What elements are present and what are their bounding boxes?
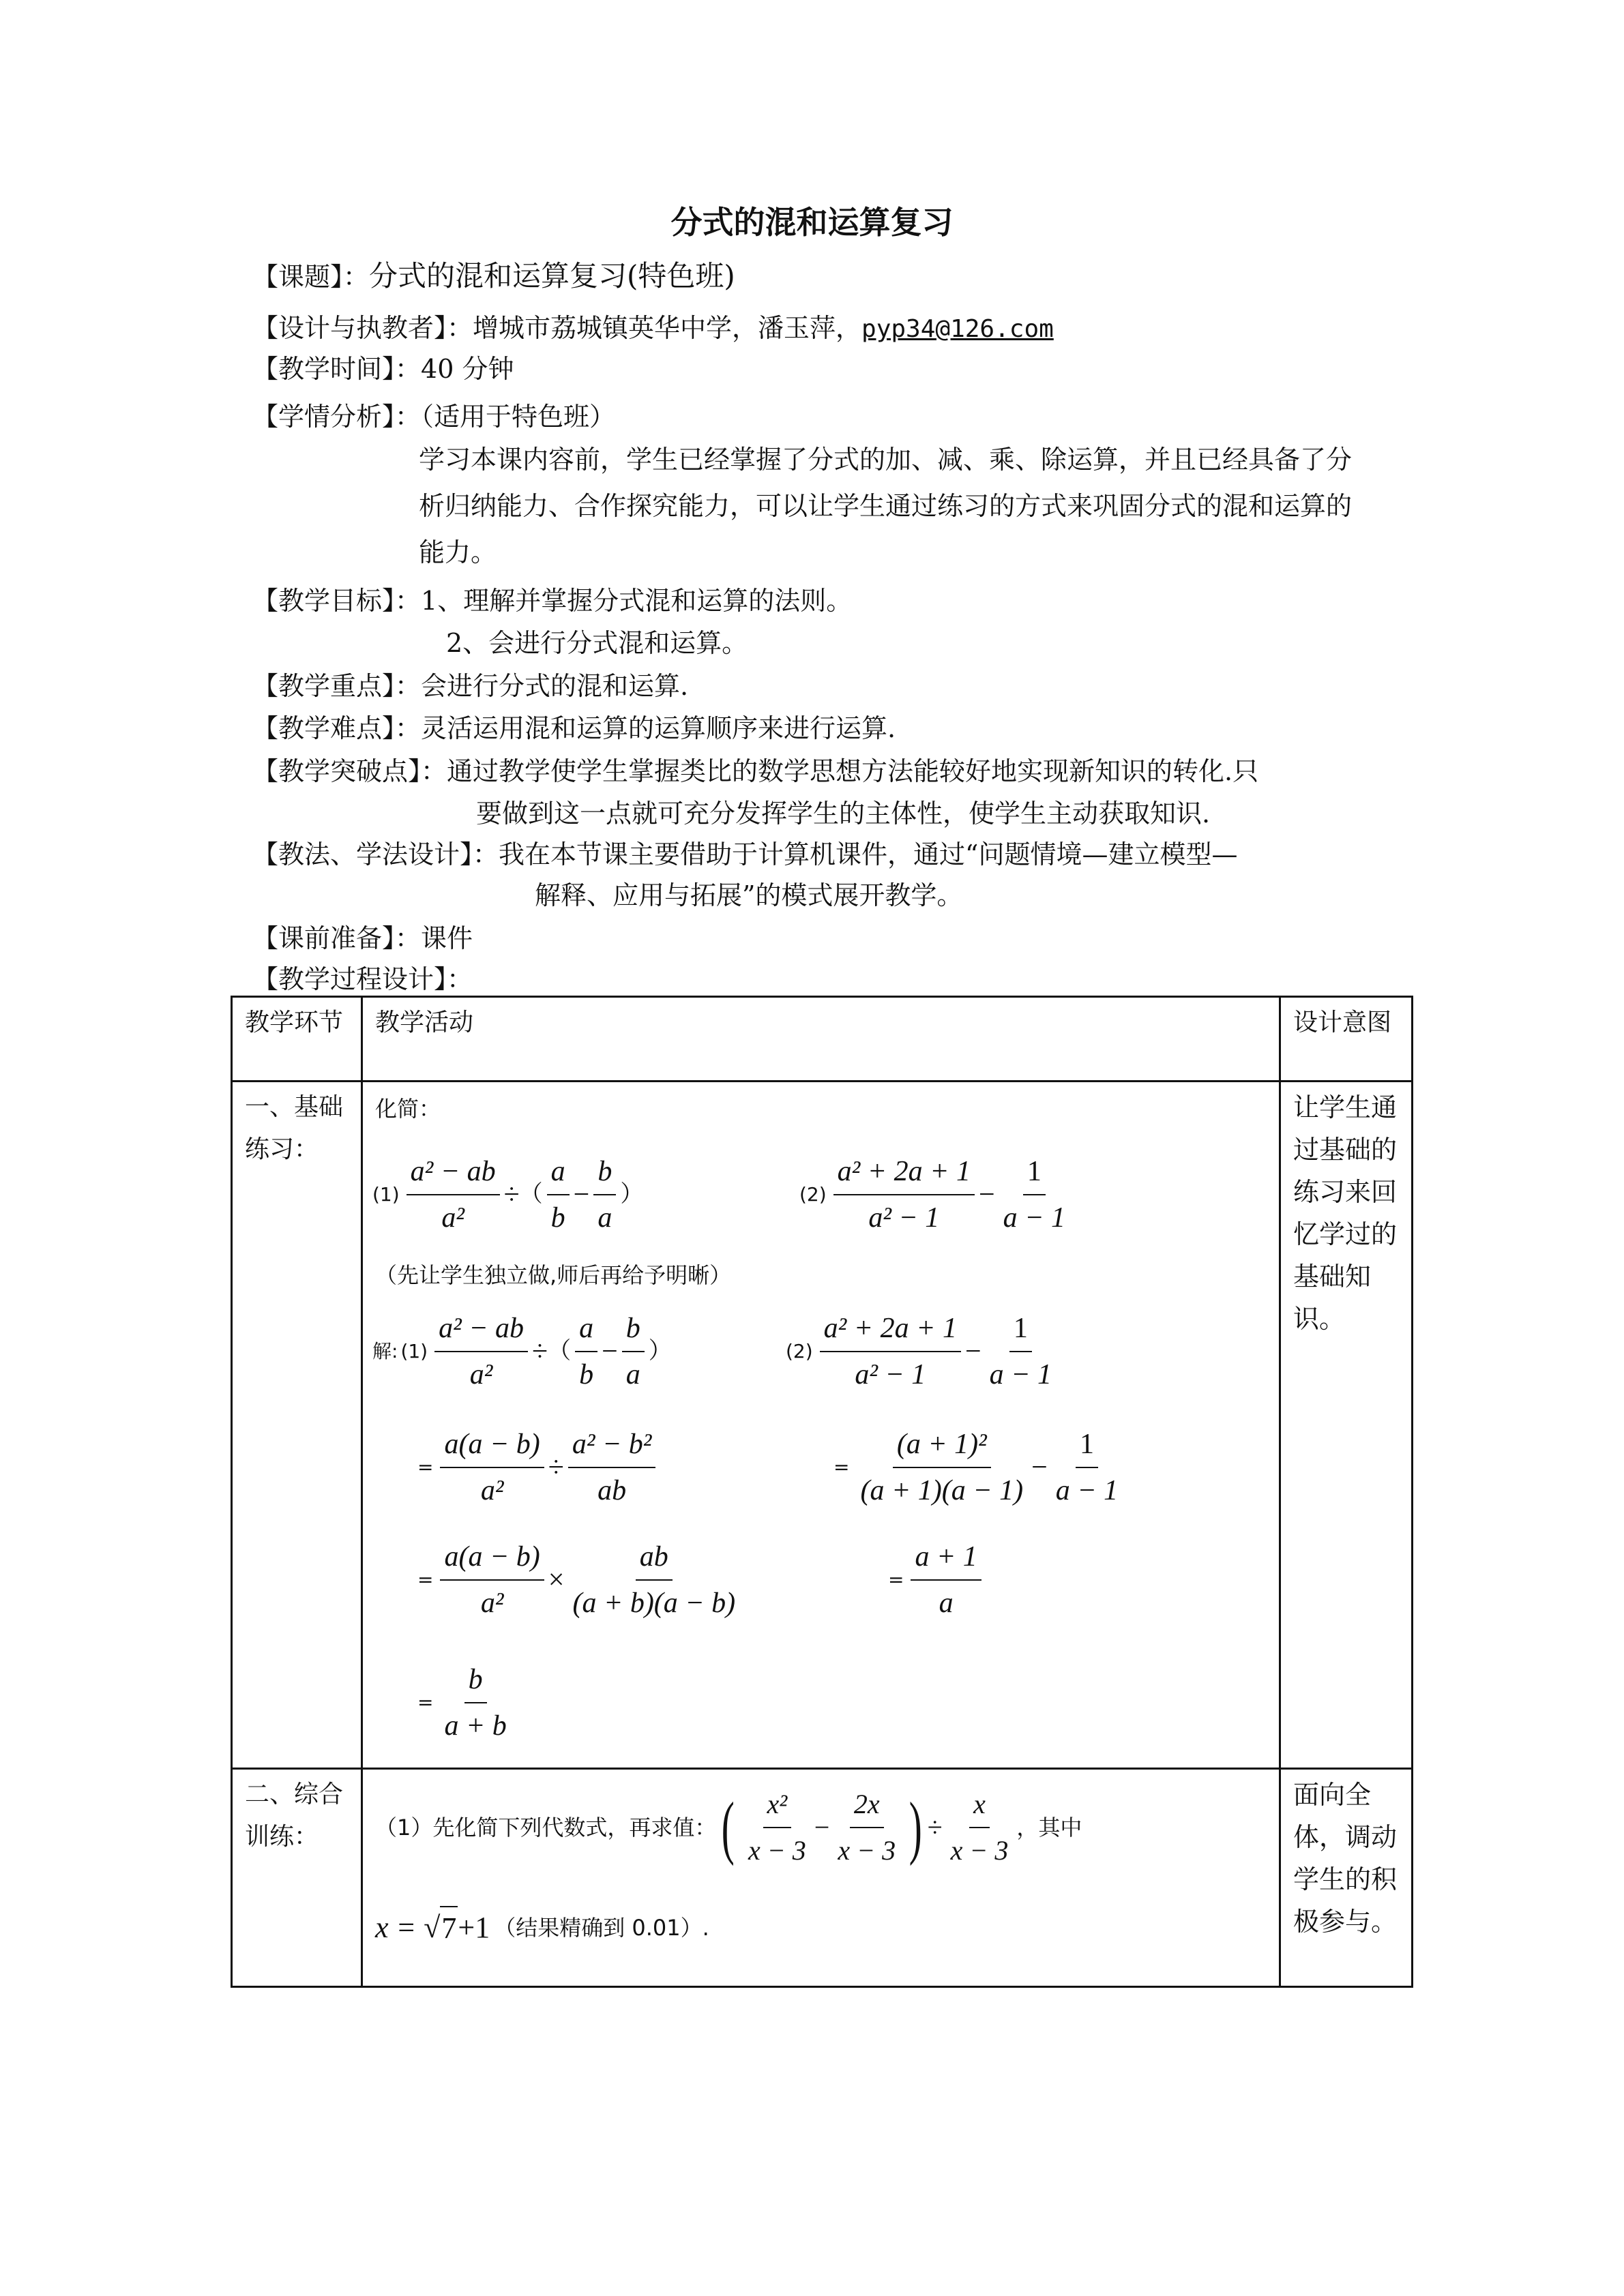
solution-2-step-0: (2) $\frac{\text{a² + 2a + 1}}{\text{a² − 1}}$ − $\frac{1}{a - 1}$ — [786, 1307, 1060, 1396]
problem-1: (1) $\frac{\text{a² − ab}}{\text{a²}}$ ÷ （ $\frac{a}{b}$ − $\frac{b}{a}$ ） — [372, 1150, 643, 1239]
topic-line — [252, 254, 735, 295]
analysis-note: （适用于特色班） — [421, 402, 616, 432]
author-email-link[interactable]: pyp34@126.com — [861, 315, 1054, 343]
analysis-text: 学习本课内容前，学生已经掌握了分式的加、减、乘、除运算，并且已经具备了分析归纳能力、合作探究能力，可以让学生通过练习的方式来巩固分式的混和运算的能力。 — [419, 445, 1353, 567]
row2-condition: x = √ 7 +1 （结果精确到 0.01）. — [375, 1906, 709, 1950]
prep-label: 【课前准备】： — [252, 923, 422, 953]
problem-2: (2) $\frac{\text{a² + 2a + 1}}{\text{a² − 1}}$ − $\frac{1}{a - 1}$ — [799, 1150, 1074, 1239]
difficulty-line — [252, 707, 896, 745]
breakthrough-line — [252, 750, 1258, 788]
author-label: 【设计与执教者】： — [252, 313, 473, 343]
topic-value: 分式的混和运算复习(特色班) — [369, 259, 735, 293]
table-row — [232, 1082, 1413, 1769]
solution-1-step-2: = $\frac{a(a - b)}{\text{a²}}$ × $\frac{ab}{(a + b)(a - b)}$ — [417, 1536, 743, 1624]
solution-2-step-1: = $\frac{\text{(a + 1)²}}{(a + 1)(a - 1)}$ − $\frac{1}{a - 1}$ — [833, 1423, 1126, 1512]
fraction: $\frac{2x}{x - 3}$ — [833, 1783, 900, 1872]
fraction: $\frac{a}{b}$ — [575, 1307, 597, 1396]
method-line — [252, 833, 1237, 871]
prep-line — [252, 917, 473, 955]
fraction: $\frac{b}{a}$ — [593, 1150, 616, 1239]
process-label: 【教学过程设计】： — [252, 964, 473, 994]
solution-1-step-3: = $\frac{b}{a + b}$ — [417, 1658, 515, 1747]
problem-2-label: (2) — [799, 1183, 827, 1206]
row1-intro: 化简： — [375, 1096, 441, 1122]
goal-2: 2、会进行分式混和运算。 — [446, 628, 748, 658]
row2-activity — [362, 1769, 1280, 1987]
row1-hint: （先让学生独立做,师后再给予明晰） — [375, 1262, 732, 1288]
fraction: $\frac{1}{a - 1}$ — [999, 1150, 1069, 1239]
fraction: $\frac{\text{a² − ab}}{\text{a²}}$ — [407, 1150, 500, 1239]
header-stage: 教学环节 — [232, 997, 362, 1082]
time-label: 【教学时间】： — [252, 354, 422, 384]
method-value-2: 解释、应用与拓展”的模式展开教学。 — [535, 880, 963, 910]
fraction: $\frac{\text{(a + 1)²}}{(a + 1)(a - 1)}$ — [856, 1423, 1027, 1512]
page-title: 分式的混和运算复习 — [670, 204, 954, 241]
row2-stage: 二、综合训练： — [232, 1769, 362, 1987]
difficulty-value: 灵活运用混和运算的运算顺序来进行运算. — [421, 713, 896, 743]
header-activity: 教学活动 — [362, 997, 1280, 1082]
fraction: $\frac{a(a - b)}{\text{a²}}$ — [440, 1423, 544, 1512]
key-line — [252, 665, 688, 702]
fraction: $\frac{\text{a² − b²}}{ab}$ — [568, 1423, 656, 1512]
solution-1-step-0: 解: (1) $\frac{\text{a² − ab}}{\text{a²}}$ ÷ （ $\frac{a}{b}$ − $\frac{b}{a}$ ） — [372, 1307, 672, 1396]
breakthrough-value-2: 要做到这一点就可充分发挥学生的主体性，使学生主动获取知识. — [476, 799, 1211, 829]
goal-1: 1、理解并掌握分式混和运算的法则。 — [421, 586, 853, 616]
fraction: $\frac{\text{x²}}{x - 3}$ — [744, 1783, 810, 1872]
prep-value: 课件 — [421, 923, 473, 953]
header-intent: 设计意图 — [1280, 997, 1413, 1082]
time-value: 40 分钟 — [421, 354, 514, 384]
fraction: $\frac{a(a - b)}{\text{a²}}$ — [440, 1536, 544, 1624]
time-line — [252, 348, 514, 385]
table-row — [232, 1769, 1413, 1987]
difficulty-label: 【教学难点】： — [252, 713, 422, 743]
analysis-label: 【学情分析】： — [252, 402, 422, 432]
solution-label: 解: — [372, 1340, 398, 1362]
row2-question-tail: （结果精确到 0.01）. — [494, 1915, 709, 1941]
goal-label: 【教学目标】： — [252, 586, 422, 616]
fraction: $\frac{a}{b}$ — [547, 1150, 570, 1239]
row2-question-mid: ，其中 — [1016, 1815, 1082, 1840]
key-label: 【教学重点】： — [252, 671, 422, 701]
row2-question-prefix: （1）先化简下列代数式，再求值： — [375, 1815, 717, 1840]
fraction: $\frac{1}{a - 1}$ — [986, 1307, 1056, 1396]
row1-activity — [362, 1082, 1280, 1769]
fraction: $\frac{ab}{(a + b)(a - b)}$ — [568, 1536, 739, 1624]
row1-intent: 让学生通过基础的练习来回忆学过的基础知识。 — [1280, 1082, 1413, 1769]
fraction: $\frac{a + 1}{a}$ — [911, 1536, 981, 1624]
row1-stage: 一、基础练习： — [232, 1082, 362, 1769]
row2-question: （1）先化简下列代数式，再求值： ( $\frac{\text{x²}}{x - 3}$ − $\frac{2x}{x - 3}$ ) ÷ $\frac{x}{x - 3}$ ，其中 — [375, 1783, 1082, 1872]
analysis-line — [252, 396, 615, 433]
fraction: $\frac{x}{x - 3}$ — [947, 1783, 1013, 1872]
fraction: $\frac{1}{a - 1}$ — [1052, 1423, 1122, 1512]
breakthrough-value-1: 通过教学使学生掌握类比的数学思想方法能较好地实现新知识的转化.只 — [447, 756, 1259, 786]
row2-intent: 面向全体，调动学生的积极参与。 — [1280, 1769, 1413, 1987]
fraction: $\frac{b}{a + b}$ — [440, 1658, 510, 1747]
method-label: 【教法、学法设计】： — [252, 839, 499, 869]
problem-1-label: (1) — [372, 1183, 400, 1206]
author-value: 增城市荔城镇英华中学，潘玉萍， — [473, 313, 862, 343]
solution-2-step-2: = $\frac{a + 1}{a}$ — [888, 1536, 986, 1624]
author-line — [252, 307, 1054, 344]
fraction: $\frac{\text{a² + 2a + 1}}{\text{a² − 1}}$ — [833, 1150, 975, 1239]
solution-1-step-1: = $\frac{a(a - b)}{\text{a²}}$ ÷ $\frac{\text{a² − b²}}{ab}$ — [417, 1423, 660, 1512]
breakthrough-label: 【教学突破点】： — [252, 756, 447, 786]
fraction: $\frac{\text{a² + 2a + 1}}{\text{a² − 1}}$ — [820, 1307, 961, 1396]
fraction: $\frac{b}{a}$ — [622, 1307, 645, 1396]
topic-label: 【课题】： — [252, 262, 370, 292]
process-table — [231, 996, 1413, 1988]
table-header-row — [232, 997, 1413, 1082]
key-value: 会进行分式的混和运算. — [421, 671, 689, 701]
goal-line — [252, 580, 852, 617]
method-value-1: 我在本节课主要借助于计算机课件，通过“问题情境—建立模型— — [499, 839, 1238, 869]
fraction: $\frac{\text{a² − ab}}{\text{a²}}$ — [434, 1307, 528, 1396]
